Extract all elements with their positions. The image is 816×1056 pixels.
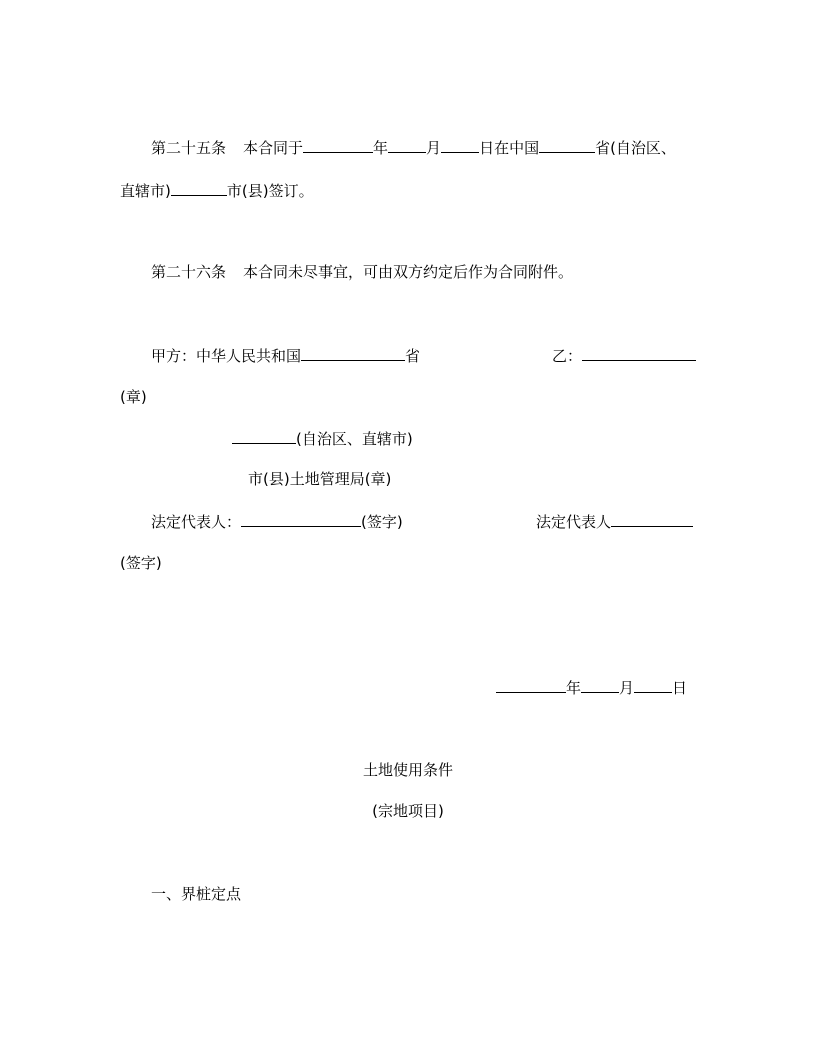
day-place-label: 日在中国 (479, 139, 540, 157)
party-b-label: 乙： (552, 347, 583, 365)
party-a-line (151, 345, 420, 366)
month-label: 月 (426, 139, 442, 157)
article-25-label: 第二十五条 (151, 139, 227, 157)
party-a-prefix: 甲方：中华人民共和国 (151, 347, 302, 365)
section-1-text: 一、界桩定点 (151, 885, 242, 903)
bureau-label: 市(县)土地管理局(章) (248, 470, 392, 488)
party-b-rep-line (536, 511, 693, 532)
party-a-bureau (248, 469, 391, 489)
date-day-blank (634, 677, 672, 693)
signing-date (496, 677, 687, 698)
article-25-text-start: 本合同于 (243, 139, 304, 157)
party-a-rep-label: 法定代表人： (151, 513, 242, 531)
party-b-line (552, 345, 696, 366)
year-blank (303, 137, 373, 153)
party-b-name-blank (582, 345, 696, 361)
party-a-autonomous (232, 428, 413, 449)
article-26-text: 本合同未尽事宜，可由双方约定后作为合同附件。 (243, 263, 574, 281)
date-month-label: 月 (619, 679, 635, 697)
province-label: 省(自治区、 (595, 139, 676, 157)
section-1-heading (151, 884, 241, 904)
article-25-line2 (120, 180, 314, 201)
date-month-blank (581, 677, 619, 693)
conditions-title-text: 土地使用条件 (362, 761, 453, 779)
year-label: 年 (373, 139, 389, 157)
party-b-sign-label: (签字) (120, 554, 162, 572)
party-a-seal (120, 387, 147, 407)
party-a-province-blank (301, 345, 405, 361)
autonomous-blank (232, 428, 296, 444)
conditions-title (0, 760, 816, 780)
party-b-rep-blank (611, 511, 693, 527)
city-blank (171, 180, 227, 196)
article-26 (151, 262, 573, 282)
date-year-blank (496, 677, 566, 693)
month-blank (388, 137, 426, 153)
date-year-label: 年 (566, 679, 582, 697)
seal-label: (章) (120, 388, 147, 406)
autonomous-label: (自治区、直辖市) (296, 430, 413, 448)
conditions-subtitle (0, 801, 816, 821)
conditions-subtitle-text: (宗地项目) (372, 802, 444, 820)
party-b-sign (120, 553, 162, 573)
party-a-rep-line (151, 511, 403, 532)
date-day-label: 日 (672, 679, 688, 697)
party-b-rep-label: 法定代表人 (536, 513, 612, 531)
day-blank (441, 137, 479, 153)
province-blank (539, 137, 595, 153)
party-a-rep-blank (241, 511, 361, 527)
article-25-line1 (151, 137, 676, 158)
party-a-province-label: 省 (405, 347, 421, 365)
party-a-sign-label: (签字) (361, 513, 403, 531)
article-26-label: 第二十六条 (151, 263, 227, 281)
city-signed-label: 市(县)签订。 (226, 182, 314, 200)
municipality-label: 直辖市) (120, 182, 171, 200)
